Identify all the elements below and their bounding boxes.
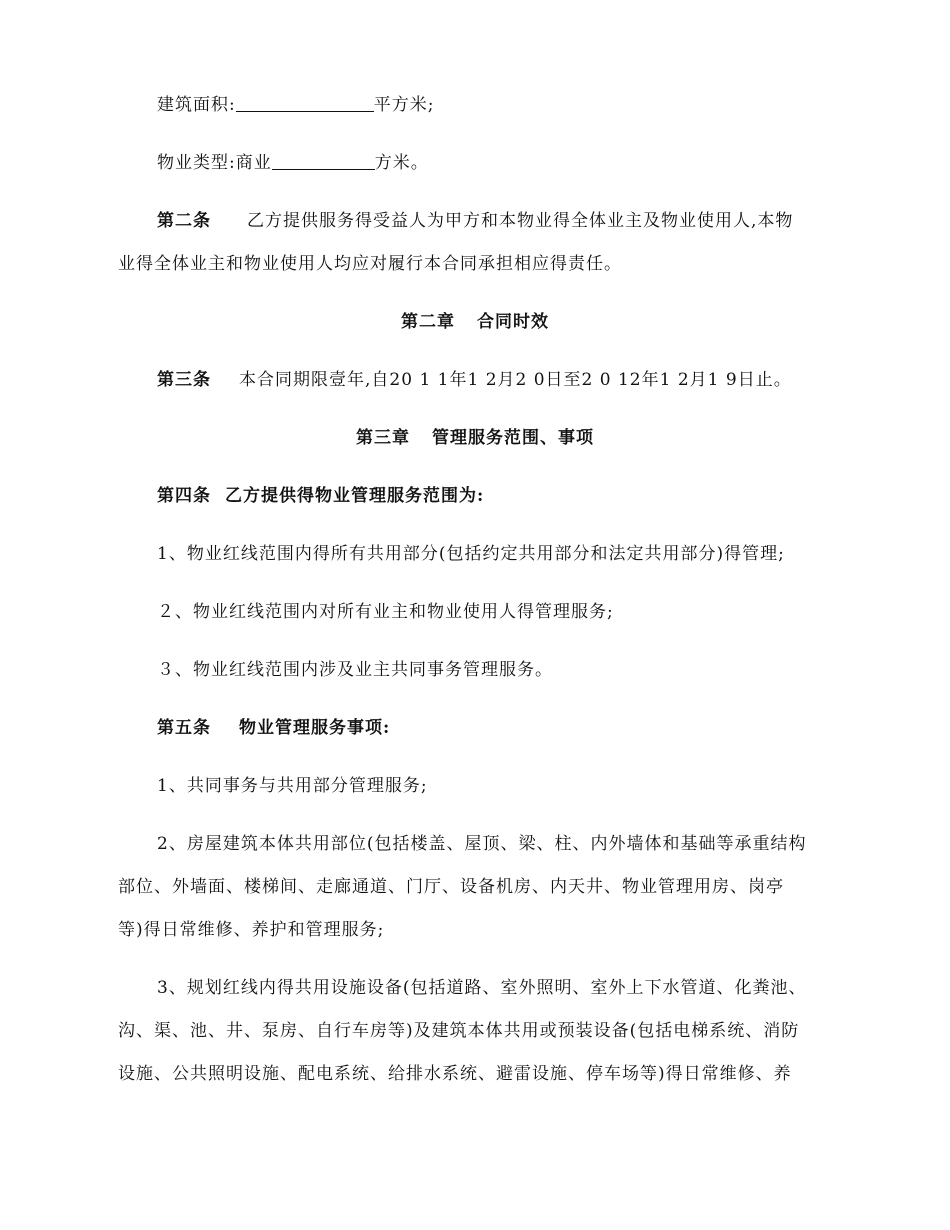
chapter-2-title — [0, 307, 950, 332]
service-item-3-line-1: 3、规划红线内得共用设施设备(包括道路、室外照明、室外上下水管道、化粪池、 — [157, 978, 807, 998]
article-5-line — [157, 713, 390, 738]
article-3-heading: 第三条 — [157, 370, 211, 390]
chapter-3-name: 管理服务范围、事项 — [432, 428, 594, 448]
building-area-unit: 平方米; — [373, 95, 435, 115]
service-item-2-line-3: 等)得日常维修、养护和管理服务; — [118, 920, 385, 940]
service-item-2-line-2: 部位、外墙面、楼梯间、走廊通道、门厅、设备机房、内天井、物业管理用房、岗亭 — [118, 877, 784, 897]
article-2-text-1: 乙方提供服务得受益人为甲方和本物业得全体业主及物业使用人,本物 — [247, 211, 794, 231]
scope-item-2: ２、物业红线范围内对所有业主和物业使用人得管理服务; — [157, 602, 614, 622]
property-type-unit: 方米。 — [374, 153, 429, 173]
building-area-blank[interactable] — [236, 95, 374, 112]
article-5-heading: 第五条 — [157, 718, 211, 738]
article-3-text: 本合同期限壹年,自20 1 1年1 2月2 0日至2 0 12年1 2月1 9日止。 — [239, 370, 792, 390]
chapter-2-name: 合同时效 — [477, 312, 549, 332]
article-2-heading: 第二条 — [157, 211, 211, 231]
scope-item-3: ３、物业红线范围内涉及业主共同事务管理服务。 — [157, 660, 553, 680]
article-2-line-2 — [118, 249, 622, 274]
scope-item-1: 1、物业红线范围内得所有共用部分(包括约定共用部分和法定共用部分)得管理; — [157, 544, 785, 564]
service-item-2-line-1: 2、房屋建筑本体共用部位(包括楼盖、屋顶、梁、柱、内外墙体和基础等承重结构 — [157, 834, 807, 854]
article-4-text: 乙方提供得物业管理服务范围为: — [225, 486, 485, 506]
article-3-line — [157, 365, 792, 390]
chapter-3-label: 第三章 — [356, 428, 410, 448]
building-area-line — [157, 90, 434, 115]
property-type-label: 物业类型:商业 — [157, 153, 272, 173]
service-item-1: 1、共同事务与共用部分管理服务; — [157, 776, 428, 796]
property-type-blank[interactable] — [272, 153, 375, 170]
article-4-line — [157, 481, 484, 506]
service-item-3-line-3: 设施、公共照明设施、配电系统、给排水系统、避雷设施、停车场等)得日常维修、养 — [118, 1064, 792, 1084]
article-2-text-2: 业得全体业主和物业使用人均应对履行本合同承担相应得责任。 — [118, 254, 622, 274]
article-5-text: 物业管理服务事项: — [239, 718, 391, 738]
building-area-label: 建筑面积: — [157, 95, 236, 115]
property-type-line — [157, 148, 429, 173]
service-item-3-line-2: 沟、渠、池、井、泵房、自行车房等)及建筑本体共用或预装设备(包括电梯系统、消防 — [118, 1021, 800, 1041]
article-4-heading: 第四条 — [157, 486, 211, 506]
chapter-3-title — [0, 423, 950, 448]
article-2-line-1 — [157, 206, 793, 231]
chapter-2-label: 第二章 — [401, 312, 455, 332]
